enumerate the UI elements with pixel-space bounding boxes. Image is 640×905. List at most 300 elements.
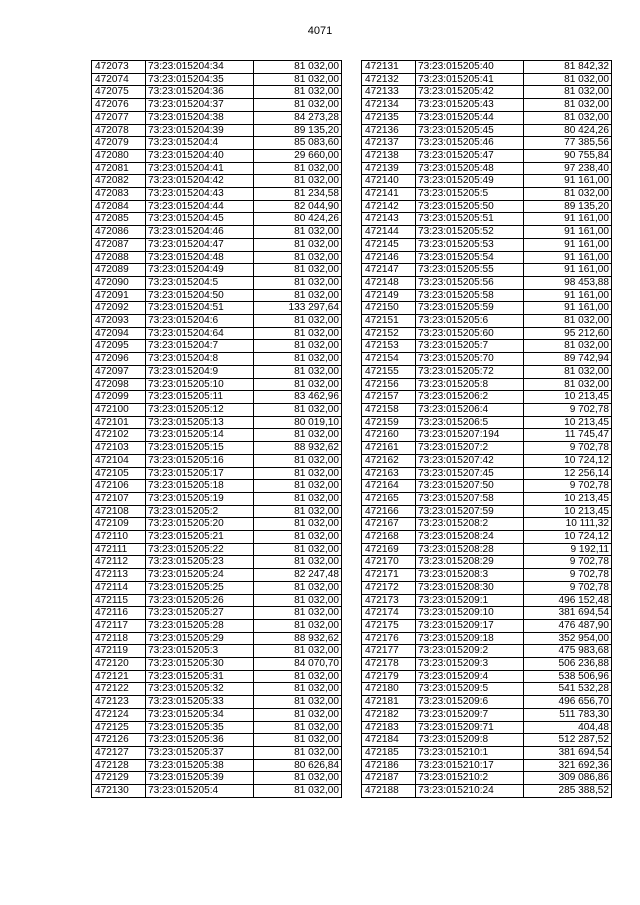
cadastral-number-cell: 73:23:015204:50 [146,289,254,302]
cadastral-number-cell: 73:23:015207:58 [416,492,524,505]
value-cell: 11 745,47 [524,429,612,442]
table-row [362,658,612,671]
table-row [92,505,342,518]
value-cell: 91 161,00 [524,264,612,277]
table-row [92,569,342,582]
row-number-cell: 472141 [362,188,416,201]
cadastral-number-cell: 73:23:015206:4 [416,403,524,416]
cadastral-number-cell: 73:23:015204:48 [146,251,254,264]
row-number-cell: 472147 [362,264,416,277]
value-cell: 81 032,00 [254,492,342,505]
value-cell: 81 032,00 [254,785,342,798]
left-table-body [92,61,342,798]
table-row [92,226,342,239]
row-number-cell: 472092 [92,302,146,315]
table-row [362,746,612,759]
table-row [92,734,342,747]
cadastral-number-cell: 73:23:015206:5 [416,416,524,429]
cadastral-number-cell: 73:23:015205:10 [146,378,254,391]
cadastral-number-cell: 73:23:015205:37 [146,746,254,759]
value-cell: 81 032,00 [254,162,342,175]
table-row [362,734,612,747]
value-cell: 381 694,54 [524,746,612,759]
table-row [92,531,342,544]
table-row [92,162,342,175]
value-cell: 81 032,00 [254,86,342,99]
cadastral-number-cell: 73:23:015204:46 [146,226,254,239]
row-number-cell: 472074 [92,73,146,86]
cadastral-number-cell: 73:23:015208:30 [416,581,524,594]
row-number-cell: 472171 [362,569,416,582]
row-number-cell: 472149 [362,289,416,302]
value-cell: 81 032,00 [254,99,342,112]
table-row [362,505,612,518]
value-cell: 89 742,94 [524,353,612,366]
table-row [362,302,612,315]
row-number-cell: 472151 [362,315,416,328]
cadastral-number-cell: 73:23:015210:2 [416,772,524,785]
value-cell: 29 660,00 [254,149,342,162]
table-row [92,708,342,721]
cadastral-number-cell: 73:23:015205:49 [416,175,524,188]
row-number-cell: 472153 [362,340,416,353]
value-cell: 81 032,00 [254,327,342,340]
row-number-cell: 472188 [362,785,416,798]
row-number-cell: 472154 [362,353,416,366]
row-number-cell: 472081 [92,162,146,175]
table-row [362,696,612,709]
table-row [362,162,612,175]
value-cell: 506 236,88 [524,658,612,671]
row-number-cell: 472140 [362,175,416,188]
value-cell: 95 212,60 [524,327,612,340]
table-row [362,556,612,569]
table-row [92,543,342,556]
table-row [362,543,612,556]
table-row [92,581,342,594]
cadastral-number-cell: 73:23:015207:59 [416,505,524,518]
value-cell: 81 032,00 [254,289,342,302]
table-row [92,213,342,226]
row-number-cell: 472172 [362,581,416,594]
value-cell: 91 161,00 [524,289,612,302]
table-row [362,721,612,734]
table-row [362,467,612,480]
value-cell: 81 032,00 [254,175,342,188]
row-number-cell: 472187 [362,772,416,785]
row-number-cell: 472087 [92,238,146,251]
row-number-cell: 472170 [362,556,416,569]
table-row [362,607,612,620]
row-number-cell: 472162 [362,454,416,467]
value-cell: 85 083,60 [254,137,342,150]
row-number-cell: 472083 [92,188,146,201]
row-number-cell: 472132 [362,73,416,86]
table-row [92,492,342,505]
value-cell: 91 161,00 [524,251,612,264]
cadastral-number-cell: 73:23:015205:6 [416,315,524,328]
table-row [92,645,342,658]
table-row [92,365,342,378]
cadastral-number-cell: 73:23:015205:16 [146,454,254,467]
table-row [362,416,612,429]
cadastral-number-cell: 73:23:015209:17 [416,619,524,632]
cadastral-number-cell: 73:23:015205:45 [416,124,524,137]
cadastral-number-cell: 73:23:015209:18 [416,632,524,645]
row-number-cell: 472182 [362,708,416,721]
row-number-cell: 472185 [362,746,416,759]
cadastral-number-cell: 73:23:015210:17 [416,759,524,772]
cadastral-number-cell: 73:23:015205:34 [146,708,254,721]
row-number-cell: 472163 [362,467,416,480]
row-number-cell: 472179 [362,670,416,683]
cadastral-number-cell: 73:23:015204:34 [146,61,254,74]
table-row [362,759,612,772]
row-number-cell: 472176 [362,632,416,645]
row-number-cell: 472104 [92,454,146,467]
table-row [362,327,612,340]
cadastral-number-cell: 73:23:015204:42 [146,175,254,188]
value-cell: 80 626,84 [254,759,342,772]
row-number-cell: 472112 [92,556,146,569]
cadastral-number-cell: 73:23:015209:4 [416,670,524,683]
value-cell: 81 032,00 [254,276,342,289]
value-cell: 9 702,78 [524,480,612,493]
value-cell: 89 135,20 [254,124,342,137]
value-cell: 81 032,00 [524,86,612,99]
cadastral-number-cell: 73:23:015204:45 [146,213,254,226]
row-number-cell: 472177 [362,645,416,658]
cadastral-number-cell: 73:23:015205:4 [146,785,254,798]
table-row [362,340,612,353]
row-number-cell: 472137 [362,137,416,150]
row-number-cell: 472175 [362,619,416,632]
table-row [92,556,342,569]
value-cell: 81 032,00 [524,365,612,378]
cadastral-number-cell: 73:23:015206:2 [416,391,524,404]
cadastral-number-cell: 73:23:015205:39 [146,772,254,785]
value-cell: 83 462,96 [254,391,342,404]
row-number-cell: 472135 [362,111,416,124]
table-row [92,759,342,772]
row-number-cell: 472158 [362,403,416,416]
cadastral-number-cell: 73:23:015205:19 [146,492,254,505]
cadastral-number-cell: 73:23:015207:2 [416,442,524,455]
row-number-cell: 472178 [362,658,416,671]
cadastral-number-cell: 73:23:015208:2 [416,518,524,531]
value-cell: 81 032,00 [254,607,342,620]
row-number-cell: 472148 [362,276,416,289]
value-cell: 91 161,00 [524,238,612,251]
row-number-cell: 472174 [362,607,416,620]
table-row [362,188,612,201]
row-number-cell: 472126 [92,734,146,747]
value-cell: 90 755,84 [524,149,612,162]
table-row [92,73,342,86]
cadastral-number-cell: 73:23:015209:1 [416,594,524,607]
row-number-cell: 472138 [362,149,416,162]
table-row [362,213,612,226]
table-row [92,594,342,607]
table-row [362,276,612,289]
table-row [362,619,612,632]
row-number-cell: 472089 [92,264,146,277]
row-number-cell: 472093 [92,315,146,328]
table-row [92,315,342,328]
cadastral-number-cell: 73:23:015205:54 [416,251,524,264]
table-row [362,315,612,328]
row-number-cell: 472088 [92,251,146,264]
value-cell: 81 234,58 [254,188,342,201]
table-row [92,124,342,137]
row-number-cell: 472095 [92,340,146,353]
value-cell: 81 032,00 [254,721,342,734]
row-number-cell: 472161 [362,442,416,455]
table-row [362,226,612,239]
table-row [362,365,612,378]
cadastral-number-cell: 73:23:015208:29 [416,556,524,569]
row-number-cell: 472131 [362,61,416,74]
row-number-cell: 472160 [362,429,416,442]
table-row [92,658,342,671]
row-number-cell: 472155 [362,365,416,378]
row-number-cell: 472157 [362,391,416,404]
cadastral-number-cell: 73:23:015208:3 [416,569,524,582]
row-number-cell: 472128 [92,759,146,772]
value-cell: 81 032,00 [254,581,342,594]
value-cell: 84 273,28 [254,111,342,124]
value-cell: 81 032,00 [254,772,342,785]
cadastral-number-cell: 73:23:015205:23 [146,556,254,569]
cadastral-number-cell: 73:23:015205:70 [416,353,524,366]
row-number-cell: 472165 [362,492,416,505]
table-row [92,746,342,759]
cadastral-number-cell: 73:23:015205:25 [146,581,254,594]
value-cell: 81 032,00 [254,61,342,74]
row-number-cell: 472082 [92,175,146,188]
cadastral-number-cell: 73:23:015204:41 [146,162,254,175]
table-row [92,264,342,277]
cadastral-number-cell: 73:23:015209:2 [416,645,524,658]
table-row [92,467,342,480]
cadastral-number-cell: 73:23:015204:47 [146,238,254,251]
value-cell: 91 161,00 [524,213,612,226]
value-cell: 80 424,26 [254,213,342,226]
table-row [92,721,342,734]
value-cell: 80 424,26 [524,124,612,137]
cadastral-number-cell: 73:23:015205:22 [146,543,254,556]
row-number-cell: 472090 [92,276,146,289]
cadastral-number-cell: 73:23:015205:7 [416,340,524,353]
cadastral-number-cell: 73:23:015205:13 [146,416,254,429]
table-row [92,61,342,74]
value-cell: 98 453,88 [524,276,612,289]
value-cell: 81 032,00 [524,99,612,112]
table-row [92,200,342,213]
cadastral-number-cell: 73:23:015205:56 [416,276,524,289]
row-number-cell: 472173 [362,594,416,607]
value-cell: 81 032,00 [254,315,342,328]
cadastral-number-cell: 73:23:015205:28 [146,619,254,632]
row-number-cell: 472142 [362,200,416,213]
cadastral-number-cell: 73:23:015209:10 [416,607,524,620]
value-cell: 321 692,36 [524,759,612,772]
cadastral-number-cell: 73:23:015205:17 [146,467,254,480]
table-row [362,391,612,404]
table-row [362,429,612,442]
row-number-cell: 472084 [92,200,146,213]
cadastral-number-cell: 73:23:015205:72 [416,365,524,378]
cadastral-number-cell: 73:23:015205:15 [146,442,254,455]
cadastral-number-cell: 73:23:015207:42 [416,454,524,467]
table-row [362,353,612,366]
cadastral-number-cell: 73:23:015205:11 [146,391,254,404]
value-cell: 81 842,32 [524,61,612,74]
cadastral-number-cell: 73:23:015205:43 [416,99,524,112]
table-row [92,289,342,302]
table-row [92,772,342,785]
table-row [362,594,612,607]
cadastral-number-cell: 73:23:015205:36 [146,734,254,747]
table-row [362,175,612,188]
row-number-cell: 472156 [362,378,416,391]
value-cell: 81 032,00 [524,111,612,124]
row-number-cell: 472100 [92,403,146,416]
cadastral-number-cell: 73:23:015205:38 [146,759,254,772]
value-cell: 133 297,64 [254,302,342,315]
table-row [92,785,342,798]
cadastral-number-cell: 73:23:015205:50 [416,200,524,213]
value-cell: 88 932,62 [254,632,342,645]
cadastral-number-cell: 73:23:015210:1 [416,746,524,759]
row-number-cell: 472099 [92,391,146,404]
row-number-cell: 472127 [92,746,146,759]
row-number-cell: 472129 [92,772,146,785]
table-row [362,569,612,582]
cadastral-number-cell: 73:23:015205:14 [146,429,254,442]
value-cell: 512 287,52 [524,734,612,747]
value-cell: 9 702,78 [524,442,612,455]
row-number-cell: 472085 [92,213,146,226]
table-row [92,619,342,632]
right-table-body [362,61,612,798]
cadastral-number-cell: 73:23:015205:18 [146,480,254,493]
value-cell: 81 032,00 [254,531,342,544]
cadastral-number-cell: 73:23:015204:4 [146,137,254,150]
row-number-cell: 472181 [362,696,416,709]
cadastral-number-cell: 73:23:015204:39 [146,124,254,137]
page-number: 4071 [307,25,333,37]
value-cell: 81 032,00 [524,378,612,391]
value-cell: 10 213,45 [524,391,612,404]
table-row [362,632,612,645]
table-row [362,645,612,658]
cadastral-number-cell: 73:23:015204:36 [146,86,254,99]
value-cell: 89 135,20 [524,200,612,213]
value-cell: 88 932,62 [254,442,342,455]
table-row [362,149,612,162]
cadastral-number-cell: 73:23:015205:20 [146,518,254,531]
cadastral-number-cell: 73:23:015209:6 [416,696,524,709]
table-row [362,492,612,505]
value-cell: 81 032,00 [254,746,342,759]
row-number-cell: 472079 [92,137,146,150]
row-number-cell: 472105 [92,467,146,480]
row-number-cell: 472145 [362,238,416,251]
left-table [91,60,342,798]
table-row [362,531,612,544]
row-number-cell: 472114 [92,581,146,594]
value-cell: 81 032,00 [254,365,342,378]
value-cell: 9 192,11 [524,543,612,556]
table-row [362,86,612,99]
row-number-cell: 472159 [362,416,416,429]
table-row [362,289,612,302]
value-cell: 81 032,00 [254,683,342,696]
value-cell: 82 247,48 [254,569,342,582]
value-cell: 81 032,00 [254,556,342,569]
value-cell: 81 032,00 [254,378,342,391]
value-cell: 475 983,68 [524,645,612,658]
row-number-cell: 472143 [362,213,416,226]
cadastral-number-cell: 73:23:015204:6 [146,315,254,328]
cadastral-number-cell: 73:23:015209:71 [416,721,524,734]
row-number-cell: 472130 [92,785,146,798]
row-number-cell: 472122 [92,683,146,696]
value-cell: 10 724,12 [524,454,612,467]
cadastral-number-cell: 73:23:015204:38 [146,111,254,124]
value-cell: 81 032,00 [254,403,342,416]
value-cell: 10 213,45 [524,416,612,429]
cadastral-number-cell: 73:23:015204:43 [146,188,254,201]
cadastral-number-cell: 73:23:015205:32 [146,683,254,696]
row-number-cell: 472136 [362,124,416,137]
cadastral-number-cell: 73:23:015204:9 [146,365,254,378]
row-number-cell: 472078 [92,124,146,137]
value-cell: 97 238,40 [524,162,612,175]
row-number-cell: 472097 [92,365,146,378]
cadastral-number-cell: 73:23:015204:51 [146,302,254,315]
value-cell: 81 032,00 [254,73,342,86]
cadastral-number-cell: 73:23:015205:3 [146,645,254,658]
cadastral-number-cell: 73:23:015205:47 [416,149,524,162]
row-number-cell: 472139 [362,162,416,175]
table-row [362,111,612,124]
row-number-cell: 472166 [362,505,416,518]
row-number-cell: 472116 [92,607,146,620]
right-table [361,60,612,798]
row-number-cell: 472075 [92,86,146,99]
cadastral-number-cell: 73:23:015205:60 [416,327,524,340]
value-cell: 80 019,10 [254,416,342,429]
value-cell: 81 032,00 [254,645,342,658]
cadastral-number-cell: 73:23:015205:29 [146,632,254,645]
cadastral-number-cell: 73:23:015204:7 [146,340,254,353]
cadastral-number-cell: 73:23:015207:50 [416,480,524,493]
row-number-cell: 472108 [92,505,146,518]
cadastral-number-cell: 73:23:015205:33 [146,696,254,709]
table-row [92,175,342,188]
value-cell: 81 032,00 [254,226,342,239]
value-cell: 404,48 [524,721,612,734]
row-number-cell: 472168 [362,531,416,544]
value-cell: 476 487,90 [524,619,612,632]
row-number-cell: 472109 [92,518,146,531]
table-row [92,188,342,201]
table-row [92,518,342,531]
cadastral-number-cell: 73:23:015205:24 [146,569,254,582]
cadastral-number-cell: 73:23:015205:46 [416,137,524,150]
